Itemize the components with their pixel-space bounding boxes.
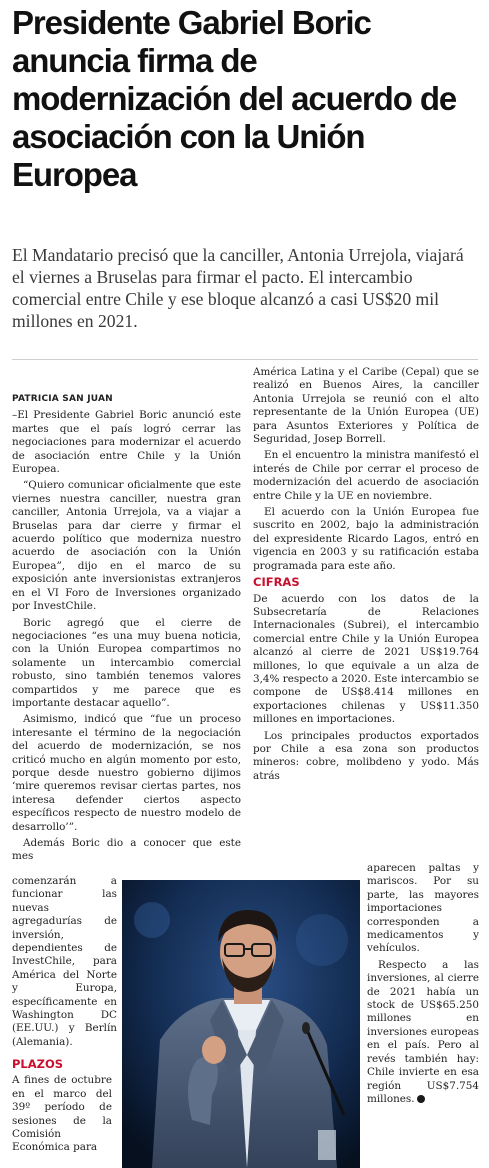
end-mark-icon [417,1095,425,1103]
section-heading-cifras: CIFRAS [253,575,300,590]
article-column-right [253,366,479,786]
paragraph: América Latina y el Caribe (Cepal) que se realizó en Buenos Aires, la canciller Antonia Urrejola se reunió con el alto representante de la Unión Europea (UE) para Asuntos Exteriores y Política de Seguridad, Josep Borrell. [253,366,479,446]
paragraph: En el encuentro la ministra manifestó el interés de Chile por cerrar el proceso de modernización del acuerdo de asociación entre Chile y la UE en noviembre. [253,449,479,502]
headline: Presidente Gabriel Boric anuncia firma de modernización del acuerdo de asociación con la Unión Europea [12,4,457,193]
paragraph [367,959,479,1106]
paragraph: “Quiero comunicar oficialmente que este viernes nuestra canciller, nuestra gran canciller, Antonia Urrejola, va a viajar a Bruselas para dar cierre y firmar el acuerdo político que moderniza nuestro acuerdo de asociación con la Unión Europea”, dijo en el marco de su exposición ante inversionistas extranjeros en el VI Foro de Inversiones organizado por InvestChile. [12,479,241,613]
divider [12,359,478,360]
paragraph: aparecen paltas y mariscos. Por su parte, las mayores importaciones corresponden a medicamentos y vehículos. [367,862,479,955]
paragraph-text: Respecto a las inversiones, al cierre de 2021 había un stock de US$65.250 millones en inversiones europeas en el país. Pero al revés también hay: Chile invierte en esa región US$7.754 millones. [367,958,479,1105]
paragraph: Asimismo, indicó que “fue un proceso interesante el término de la negociación del acuerdo de modernización, se nos criticó mucho en algún momento por esto, porque desde nuestro gobierno dijimos ‘mire queremos revisar ciertas partes, nos interesa defender ciertos aspecto específicos respecto de nuestro modelo de desarrollo’”. [12,713,241,833]
article-column-left [12,393,241,867]
byline: PATRICIA SAN JUAN [12,394,113,404]
article-column-left-narrow [12,875,117,1052]
deck-subtitle: El Mandatario precisó que la canciller, Antonia Urrejola, viajará el viernes a Bruselas para firmar el pacto. El intercambio comercial entre Chile y ese bloque alcanzó a casi US$20 mil millones en 2021. [12,245,464,331]
paragraph: De acuerdo con los datos de la Subsecretaría de Relaciones Internacionales (Subrei), el intercambio comercial entre Chile y la Unión Europea alcanzó al cierre de 2021 US$19.764 millones, lo que equivale a un alza de 3,4% respecto a 2020. Este intercambio se compone de US$8.414 millones en exportaciones chilenas y US$11.350 millones en importaciones. [253,592,479,726]
president-photo [122,880,360,1168]
paragraph: El acuerdo con la Unión Europea fue suscrito en 2002, bajo la administración del expresidente Ricardo Lagos, entró en vigencia en 2003 y su ratificación estaba programada para este año. [253,506,479,572]
paragraph: A fines de octubre en el marco del 39º período de sesiones de la Comisión Económica para [12,1074,112,1154]
paragraph: –El Presidente Gabriel Boric anunció este martes que el país logró cerrar las negociaciones para modernizar el acuerdo de asociación entre Chile y la Unión Europea. [12,409,241,476]
paragraph: Además Boric dio a conocer que este mes [12,837,241,863]
photo-illustration [122,880,360,1168]
article-column-right-narrow [367,862,479,1109]
paragraph: comenzarán a funcionar las nuevas agregadurías de inversión, dependientes de InvestChile, para América del Norte y Europa, específicamente en Washington DC (EE.UU.) y Berlín (Alemania). [12,875,117,1048]
section-heading-plazos: PLAZOS [12,1057,64,1071]
paragraph: Boric agregó que el cierre de negociaciones “es una muy buena noticia, con la Unión Europea compartimos no solamente un intercambio comercial robusto, sino también tenemos valores compartidos y me parece que es importante destacar aquello”. [12,616,241,709]
plazos-section [12,1058,112,1158]
paragraph: Los principales productos exportados por Chile a esa zona son productos mineros: cobre, molibdeno y yodo. Más atrás [253,729,479,782]
